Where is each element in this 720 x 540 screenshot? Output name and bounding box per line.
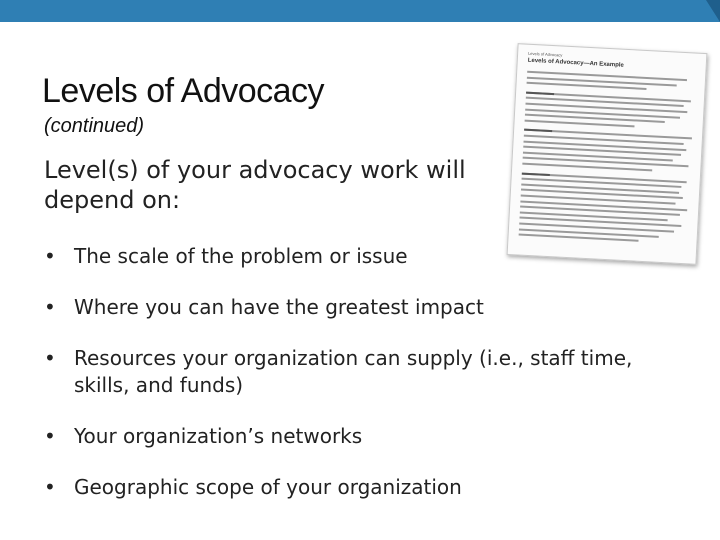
bullet-text: Geographic scope of your organization — [74, 475, 462, 499]
bullet-marker: • — [44, 295, 56, 319]
bullet-list — [44, 243, 684, 525]
document-text-line — [524, 129, 552, 132]
slide-title: Levels of Advocacy — [42, 72, 325, 110]
bullet-text: The scale of the problem or issue — [74, 244, 408, 268]
bullet-marker: • — [44, 475, 56, 499]
bullet-marker: • — [44, 244, 56, 268]
lead-text: Level(s) of your advocacy work will depend on: — [44, 156, 466, 214]
bullet-text: Where you can have the greatest impact — [74, 295, 484, 319]
document-text-line — [522, 172, 550, 175]
document-title: Levels of Advocacy—An Example — [527, 57, 624, 69]
document-thumbnail — [507, 43, 708, 265]
bullet-item — [44, 294, 684, 321]
bullet-item — [44, 243, 684, 270]
document-header: Levels of Advocacy — [528, 50, 563, 58]
slide-subtitle: (continued) — [44, 115, 145, 137]
bullet-item — [44, 423, 684, 450]
top-bar-corner — [706, 0, 720, 22]
bullet-item — [44, 345, 684, 399]
bullet-item — [44, 474, 684, 501]
top-accent-bar — [0, 0, 720, 22]
bullet-text: Resources your organization can supply (i.e., staff time, skills, and funds) — [74, 346, 633, 397]
document-text-line — [526, 91, 554, 94]
bullet-marker: • — [44, 346, 56, 370]
bullet-marker: • — [44, 424, 56, 448]
bullet-text: Your organization’s networks — [74, 424, 363, 448]
